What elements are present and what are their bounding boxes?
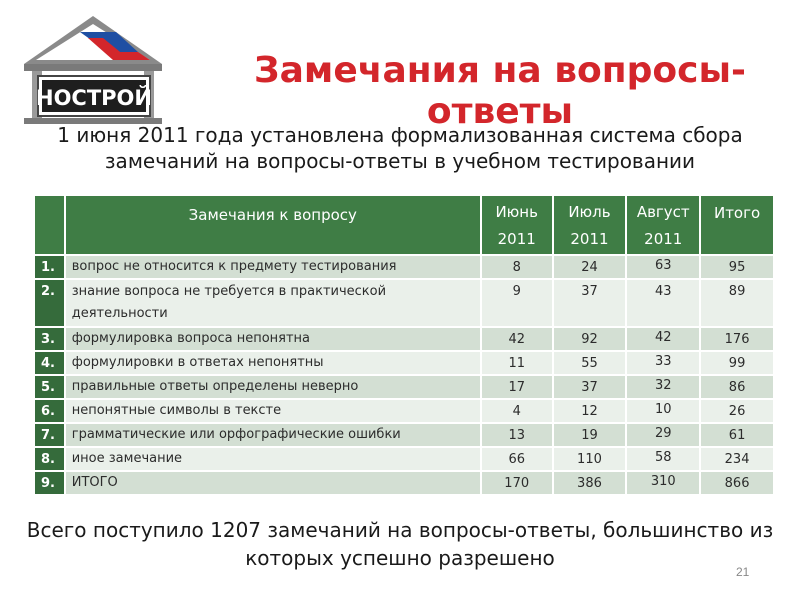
- nostroy-logo: [18, 14, 168, 126]
- row-total: 234: [700, 447, 774, 471]
- row-june: 170: [481, 471, 553, 495]
- row-number: 6.: [34, 399, 65, 423]
- table-row: [34, 279, 774, 327]
- row-total: 86: [700, 375, 774, 399]
- table-row: [34, 327, 774, 351]
- row-total: 89: [700, 279, 774, 327]
- header-question: Замечания к вопросу: [65, 195, 481, 255]
- table-row: [34, 255, 774, 279]
- row-june: 4: [481, 399, 553, 423]
- summary-text: Всего поступило 1207 замечаний на вопросы-ответы, большинство из которых успешно разрешено: [26, 518, 774, 570]
- row-june: 42: [481, 327, 553, 351]
- row-august: 42: [626, 327, 700, 351]
- row-june: 17: [481, 375, 553, 399]
- row-july: 12: [553, 399, 627, 423]
- row-total: 95: [700, 255, 774, 279]
- row-august: 29: [626, 423, 700, 447]
- table-row: [34, 447, 774, 471]
- row-number: 7.: [34, 423, 65, 447]
- header-july: [553, 195, 627, 255]
- slide-title: Замечания на вопросы-ответы: [254, 50, 746, 132]
- header-june-month: Июнь: [495, 203, 538, 221]
- header-august: [626, 195, 700, 255]
- row-label: формулировка вопроса непонятна: [65, 327, 481, 351]
- row-total: 61: [700, 423, 774, 447]
- row-label: иное замечание: [65, 447, 481, 471]
- row-july: 110: [553, 447, 627, 471]
- row-august: 32: [626, 375, 700, 399]
- row-total: 99: [700, 351, 774, 375]
- row-label: формулировки в ответах непонятны: [65, 351, 481, 375]
- row-august: 63: [626, 255, 700, 279]
- header-total: Итого: [700, 195, 774, 255]
- row-number: 8.: [34, 447, 65, 471]
- row-august: 10: [626, 399, 700, 423]
- header-june-year: 2011: [497, 230, 536, 248]
- row-label: грамматические или орфографические ошибки: [65, 423, 481, 447]
- row-july: 92: [553, 327, 627, 351]
- row-total: 26: [700, 399, 774, 423]
- page-number: 21: [736, 565, 750, 579]
- row-june: 8: [481, 255, 553, 279]
- svg-text:НОСТРОЙ: НОСТРОЙ: [36, 86, 152, 110]
- row-july: 386: [553, 471, 627, 495]
- header-august-month: Август: [636, 203, 690, 221]
- row-june: 66: [481, 447, 553, 471]
- row-number: 5.: [34, 375, 65, 399]
- table-row: [34, 423, 774, 447]
- header-number: [34, 195, 65, 255]
- row-july: 24: [553, 255, 627, 279]
- header-july-year: 2011: [570, 230, 609, 248]
- table-row: [34, 351, 774, 375]
- row-august: 33: [626, 351, 700, 375]
- header-june: [481, 195, 553, 255]
- intro-text: 1 июня 2011 года установлена формализованная система сбора замечаний на вопросы-ответы в учебном тестировании: [57, 123, 743, 173]
- row-number: 9.: [34, 471, 65, 495]
- row-july: 55: [553, 351, 627, 375]
- row-label: ИТОГО: [65, 471, 481, 495]
- row-number: 2.: [34, 279, 65, 327]
- row-july: 37: [553, 375, 627, 399]
- row-number: 4.: [34, 351, 65, 375]
- row-july: 37: [553, 279, 627, 327]
- row-total: 176: [700, 327, 774, 351]
- row-label: непонятные символы в тексте: [65, 399, 481, 423]
- row-june: 11: [481, 351, 553, 375]
- row-label: вопрос не относится к предмету тестирования: [65, 255, 481, 279]
- header-july-month: Июль: [568, 203, 611, 221]
- row-number: 3.: [34, 327, 65, 351]
- row-august: 310: [626, 471, 700, 495]
- header-august-year: 2011: [644, 230, 683, 248]
- row-total: 866: [700, 471, 774, 495]
- row-june: 9: [481, 279, 553, 327]
- row-june: 13: [481, 423, 553, 447]
- table-row: [34, 375, 774, 399]
- row-number: 1.: [34, 255, 65, 279]
- remarks-table: [33, 194, 775, 496]
- row-label: знание вопроса не требуется в практической деятельности: [65, 279, 481, 327]
- row-august: 58: [626, 447, 700, 471]
- table-row: [34, 399, 774, 423]
- row-august: 43: [626, 279, 700, 327]
- row-label: правильные ответы определены неверно: [65, 375, 481, 399]
- row-july: 19: [553, 423, 627, 447]
- table-row-total: [34, 471, 774, 495]
